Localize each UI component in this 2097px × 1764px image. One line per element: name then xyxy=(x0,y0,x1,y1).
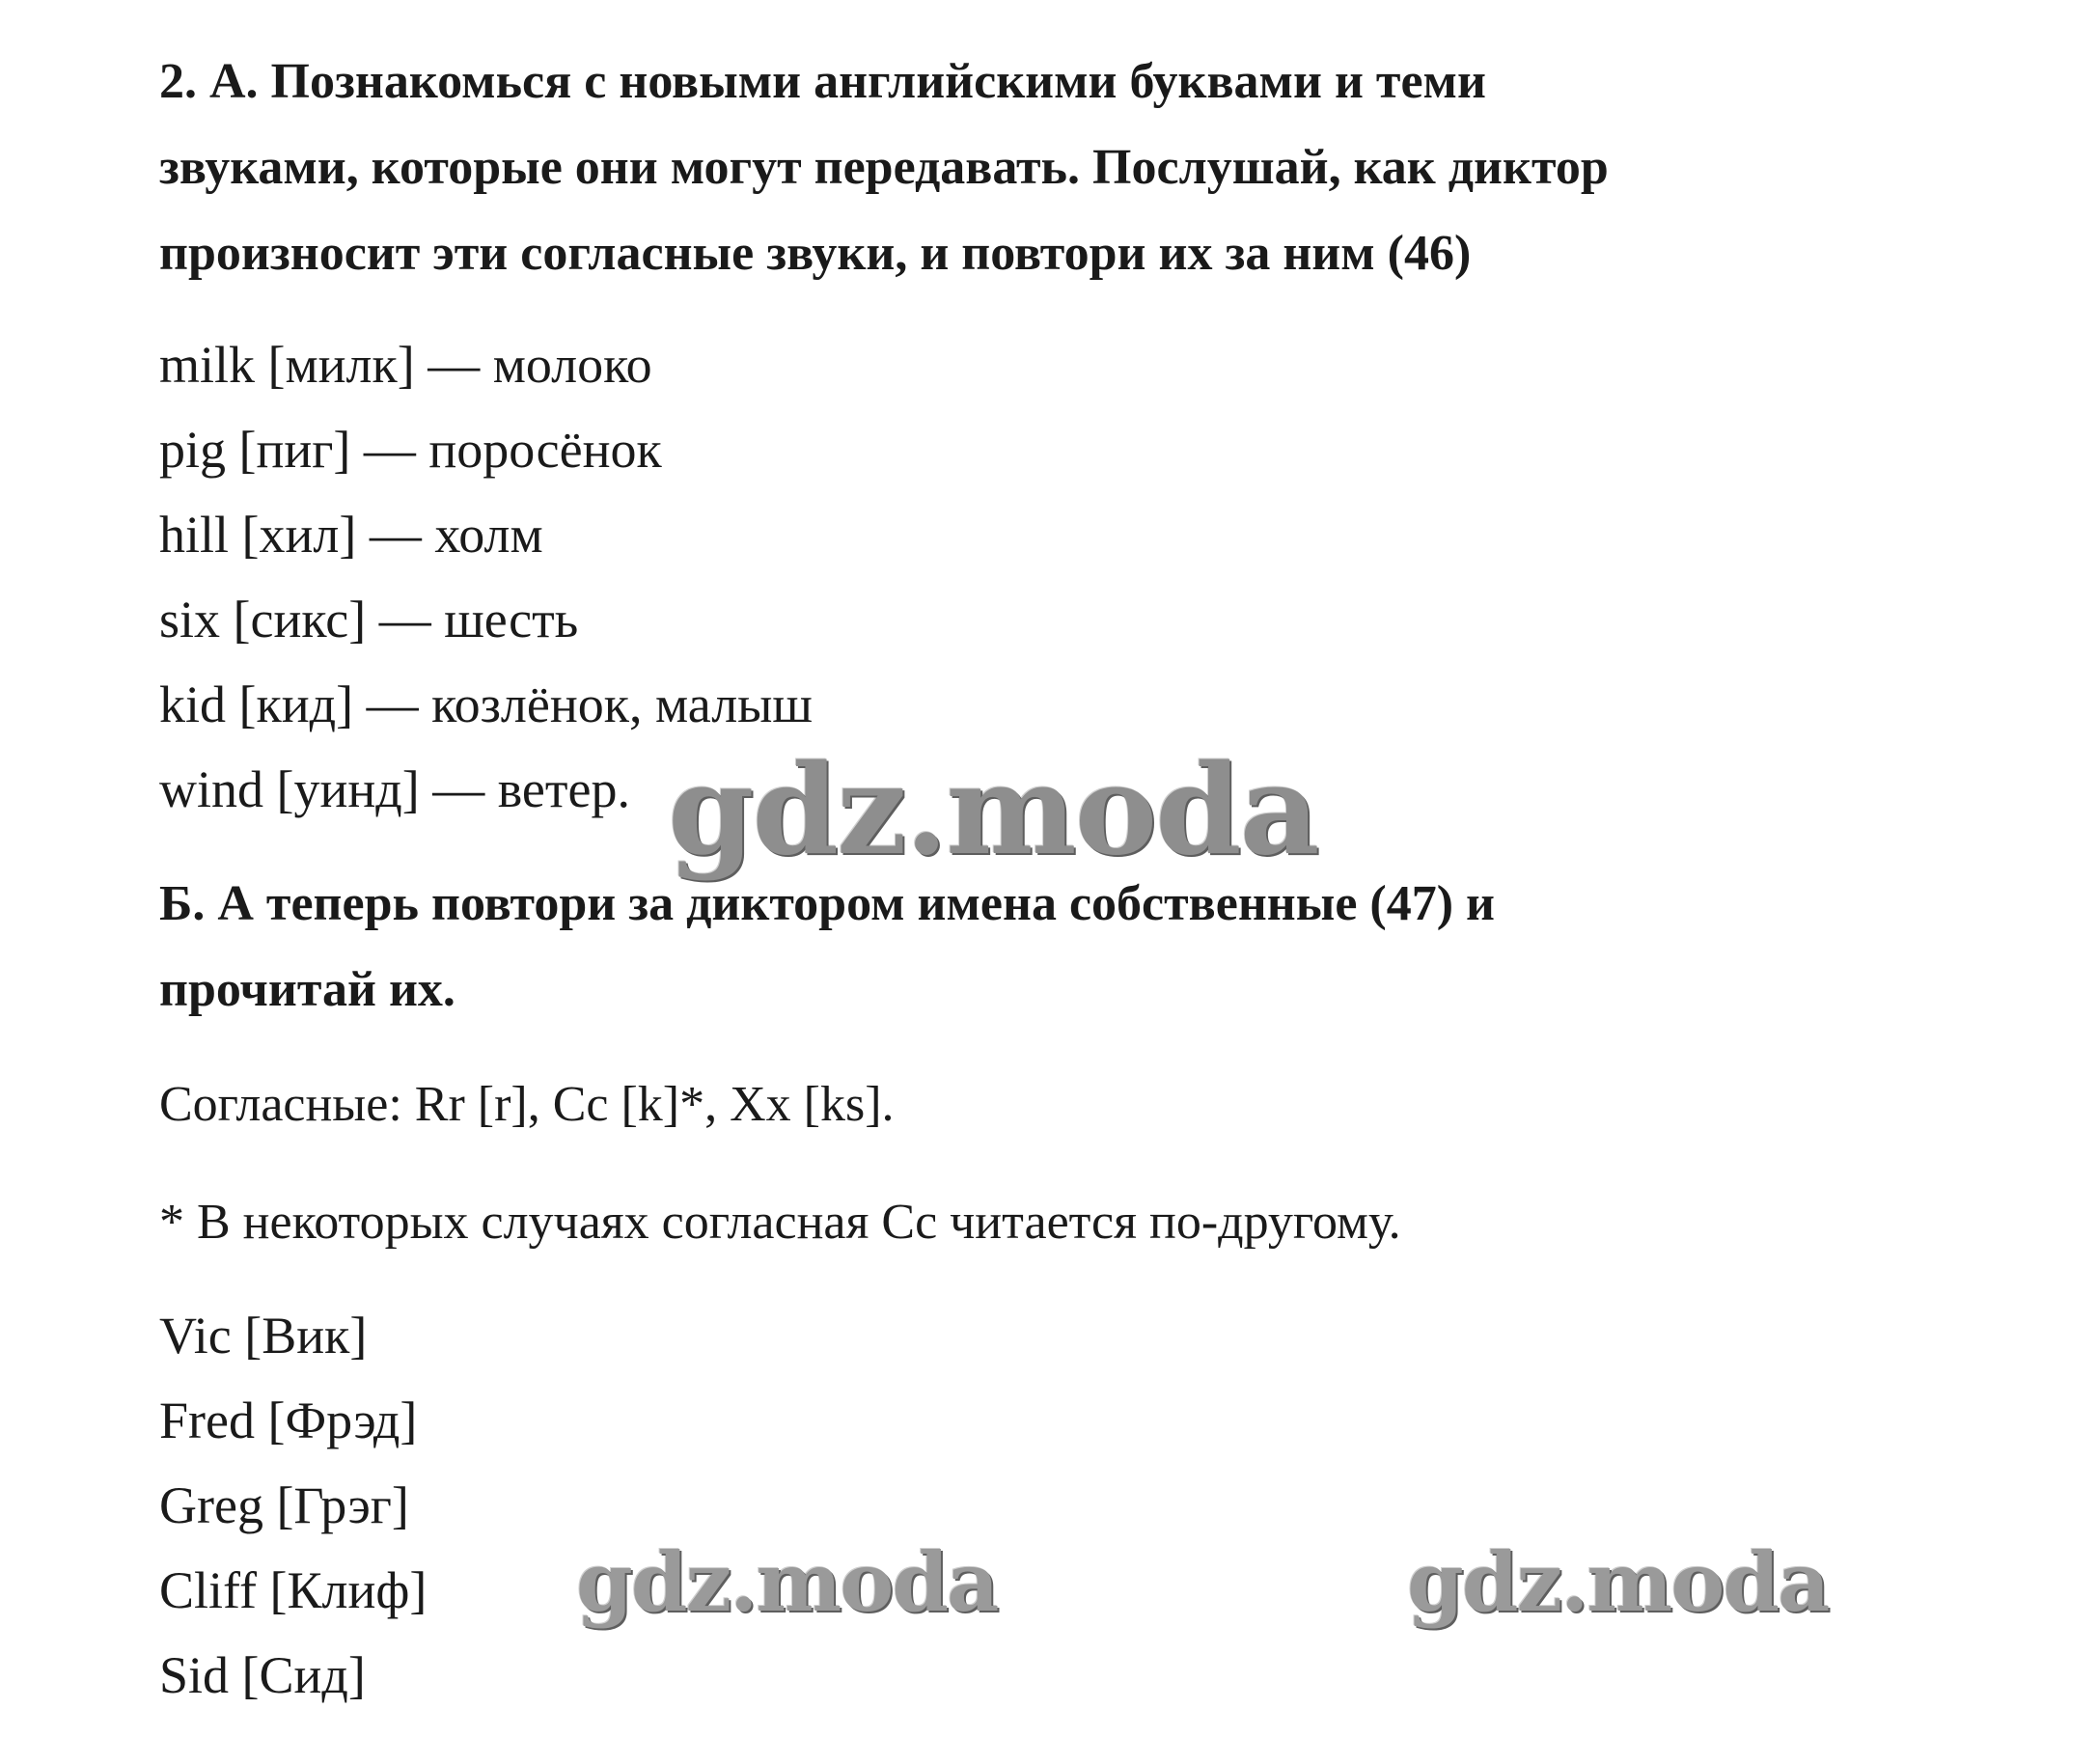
heading-a-line-2: звуками, которые они могут передавать. Послушай, как диктор xyxy=(159,140,1609,195)
vocabulary-item-kid: kid [кид] — козлёнок, малыш xyxy=(159,675,814,733)
footnote: * В некоторых случаях согласная Cc читается по-другому. xyxy=(159,1195,1401,1250)
vocabulary-item-wind: wind [уинд] — ветер. xyxy=(159,760,630,818)
exercise-b-heading xyxy=(159,861,1495,1033)
names-list xyxy=(159,1293,427,1718)
consonants-line: Согласные: Rr [r], Cc [k]*, Xx [ks]. xyxy=(159,1077,895,1132)
heading-a-line-1: 2. А. Познакомься с новыми английскими буквами и теми xyxy=(159,54,1486,109)
vocabulary-item-pig: pig [пиг] — поросёнок xyxy=(159,421,662,479)
watermark-large: gdz.moda xyxy=(668,738,1318,883)
watermark-small-left: gdz.moda xyxy=(576,1534,998,1630)
heading-b-line-2: прочитай их. xyxy=(159,962,455,1017)
name-item-sid: Sid [Сид] xyxy=(159,1646,366,1704)
heading-b-line-1: Б. А теперь повтори за диктором имена собственные (47) и xyxy=(159,876,1496,931)
exercise-a-heading xyxy=(159,39,1609,296)
vocabulary-item-hill: hill [хил] — холм xyxy=(159,506,543,564)
watermark-small-right: gdz.moda xyxy=(1407,1534,1829,1630)
name-item-vic: Vic [Вик] xyxy=(159,1307,368,1364)
name-item-cliff: Cliff [Клиф] xyxy=(159,1561,428,1619)
heading-a-line-3: произносит эти согласные звуки, и повтори их за ним (46) xyxy=(159,226,1472,281)
vocabulary-item-milk: milk [милк] — молоко xyxy=(159,336,652,394)
name-item-greg: Greg [Грэг] xyxy=(159,1476,409,1534)
name-item-fred: Fred [Фрэд] xyxy=(159,1392,418,1449)
vocabulary-item-six: six [сикс] — шесть xyxy=(159,591,579,648)
